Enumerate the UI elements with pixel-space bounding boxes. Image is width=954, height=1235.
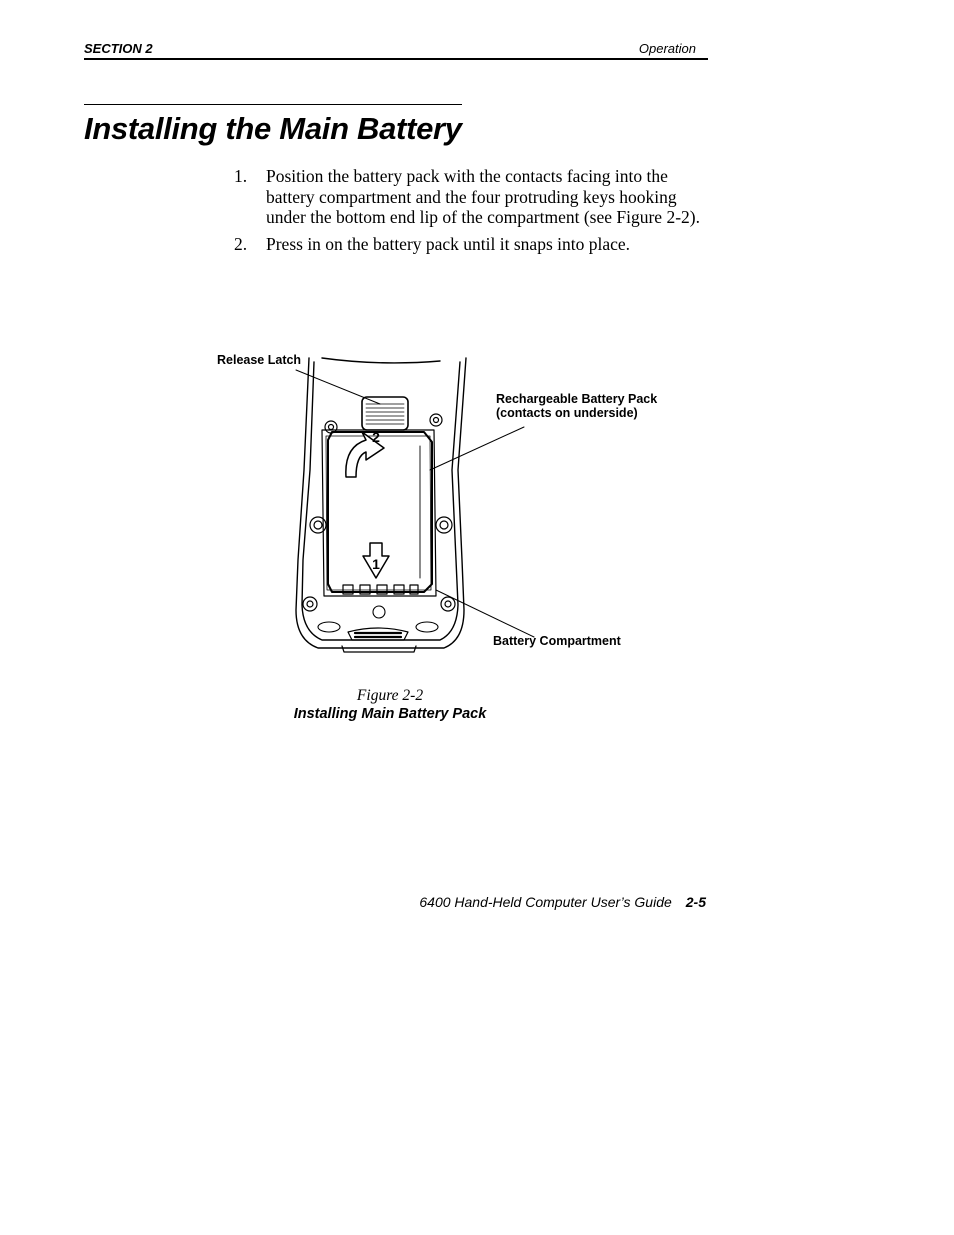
release-latch-leader [296, 370, 380, 404]
release-latch-callout: Release Latch [217, 353, 302, 367]
figure-number: Figure 2-2 [356, 687, 424, 704]
step-number: 2. [234, 233, 248, 254]
battery-pack-callout-line2: (contacts on underside) [496, 406, 638, 420]
step-number: 1. [234, 166, 248, 186]
device-top-curve [322, 358, 440, 363]
release-latch [362, 397, 408, 430]
page-footer [380, 894, 706, 910]
battery-compartment-callout: Battery Compartment [493, 634, 621, 648]
step-text: Press in on the battery pack until it snaps into place. [266, 233, 631, 254]
step-text: Position the battery pack with the contacts facing into the battery compartment and the four protruding keys hooking under the bottom end lip of the compartment (see Figure 2-2). [266, 166, 700, 227]
hook-arrow-label: 2 [372, 429, 380, 445]
section-label: SECTION 2 [84, 41, 153, 56]
battery-pack-leader [430, 427, 524, 470]
press-arrow-label: 1 [372, 556, 380, 572]
page-number: 2-5 [685, 894, 706, 910]
guide-title: 6400 Hand-Held Computer User’s Guide [419, 894, 672, 910]
figure-caption: Installing Main Battery Pack [293, 706, 487, 722]
chapter-label: Operation [638, 41, 696, 56]
battery-pack-callout-line1: Rechargeable Battery Pack [496, 392, 658, 406]
page-title: Installing the Main Battery [84, 111, 462, 146]
